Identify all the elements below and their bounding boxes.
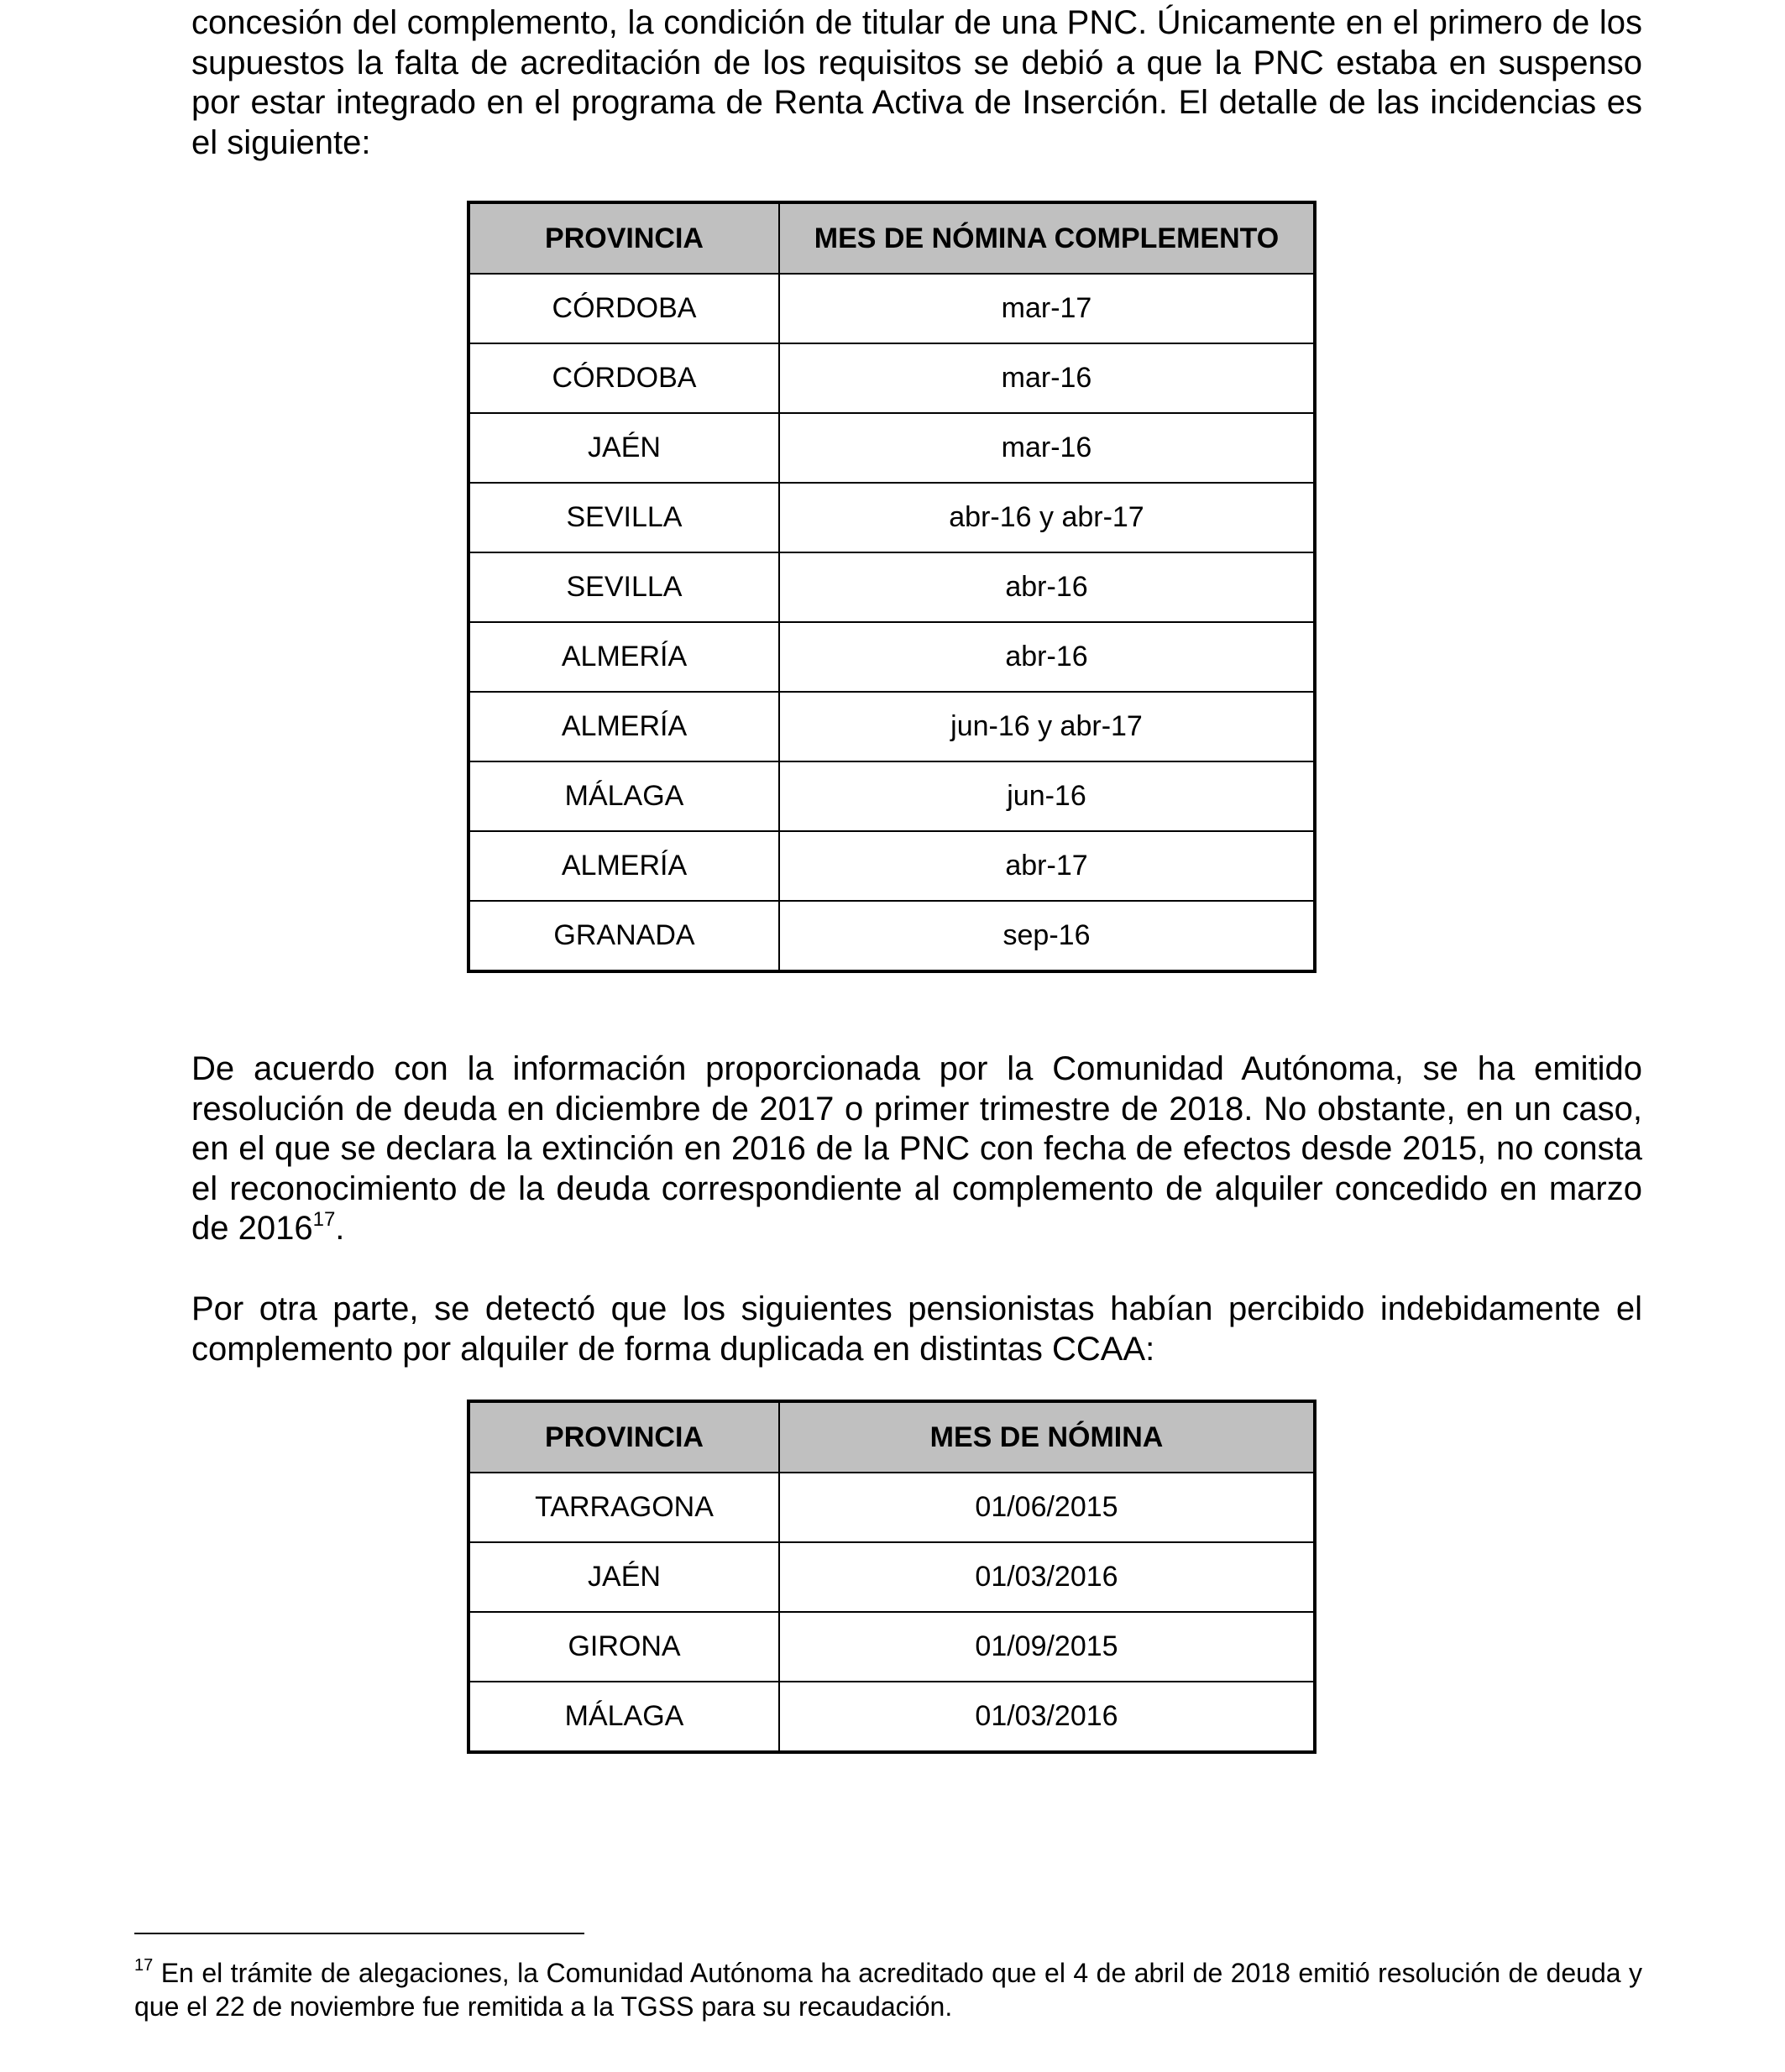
table-duplicados xyxy=(467,1400,1317,1754)
cell-provincia: JAÉN xyxy=(468,413,779,483)
cell-mes: mar-16 xyxy=(779,413,1315,483)
cell-provincia: MÁLAGA xyxy=(468,761,779,831)
table-row xyxy=(468,274,1315,343)
table-header-row xyxy=(468,202,1315,274)
cell-mes: abr-16 xyxy=(779,552,1315,622)
table-row xyxy=(468,692,1315,761)
cell-provincia: TARRAGONA xyxy=(468,1473,779,1542)
cell-provincia: GIRONA xyxy=(468,1612,779,1682)
paragraph-duplicados-intro: Por otra parte, se detectó que los siguientes pensionistas habían percibido indebidamente el complemento por alquiler de forma duplicada en distintas CCAA: xyxy=(191,1290,1642,1368)
column-header-mes-nomina-complemento: MES DE NÓMINA COMPLEMENTO xyxy=(779,202,1315,274)
paragraph-resolucion-deuda xyxy=(191,1049,1642,1249)
cell-provincia: SEVILLA xyxy=(468,552,779,622)
cell-mes: abr-16 xyxy=(779,622,1315,692)
table-row xyxy=(468,831,1315,901)
cell-mes: mar-16 xyxy=(779,343,1315,413)
cell-provincia: ALMERÍA xyxy=(468,622,779,692)
cell-provincia: MÁLAGA xyxy=(468,1682,779,1752)
column-header-provincia: PROVINCIA xyxy=(468,202,779,274)
paragraph-incidencias-intro: concesión del complemento, la condición de titular de una PNC. Únicamente en el primero de los supuestos la falta de acreditación de los requisitos se debió a que la PNC estaba en suspenso por estar integrado en el programa de Renta Activa de Inserción. El detalle de las incidencias es el siguiente: xyxy=(191,4,1642,161)
footnote-number: 17 xyxy=(134,1956,154,1975)
footnote-ref-17[interactable]: 17 xyxy=(312,1208,336,1231)
footnote-text: En el trámite de alegaciones, la Comunidad Autónoma ha acreditado que el 4 de abril de 2018 emitió resolución de deuda y que el 22 de noviembre fue remitida a la TGSS para su recaudación. xyxy=(134,1958,1642,2022)
table-row xyxy=(468,622,1315,692)
footnote xyxy=(134,1956,1642,2023)
cell-provincia: SEVILLA xyxy=(468,483,779,552)
cell-mes: mar-17 xyxy=(779,274,1315,343)
table-row xyxy=(468,413,1315,483)
table-row xyxy=(468,483,1315,552)
cell-mes: abr-16 y abr-17 xyxy=(779,483,1315,552)
cell-provincia: ALMERÍA xyxy=(468,692,779,761)
cell-mes: 01/03/2016 xyxy=(779,1682,1315,1752)
table-row xyxy=(468,901,1315,971)
cell-mes: 01/09/2015 xyxy=(779,1612,1315,1682)
footnote-separator xyxy=(134,1933,584,1934)
table-row xyxy=(468,552,1315,622)
cell-provincia: CÓRDOBA xyxy=(468,343,779,413)
table-row xyxy=(468,1682,1315,1752)
table-row xyxy=(468,761,1315,831)
table-row xyxy=(468,343,1315,413)
cell-provincia: ALMERÍA xyxy=(468,831,779,901)
cell-mes: abr-17 xyxy=(779,831,1315,901)
table-incidencias xyxy=(467,201,1317,973)
table-header-row xyxy=(468,1401,1315,1473)
cell-mes: jun-16 y abr-17 xyxy=(779,692,1315,761)
cell-mes: 01/03/2016 xyxy=(779,1542,1315,1612)
paragraph-resolucion-deuda-text: De acuerdo con la información proporcionada por la Comunidad Autónoma, se ha emitido resolución de deuda en diciembre de 2017 o primer trimestre de 2018. No obstante, en un caso, en el que se declara la extinción en 2016 de la PNC con fecha de efectos desde 2015, no consta el reconocimiento de la deuda correspondiente al complemento de alquiler concedido en marzo de 2016 xyxy=(191,1050,1642,1247)
cell-mes: jun-16 xyxy=(779,761,1315,831)
cell-provincia: GRANADA xyxy=(468,901,779,971)
table-row xyxy=(468,1612,1315,1682)
column-header-mes-nomina: MES DE NÓMINA xyxy=(779,1401,1315,1473)
cell-mes: 01/06/2015 xyxy=(779,1473,1315,1542)
table-row xyxy=(468,1542,1315,1612)
cell-mes: sep-16 xyxy=(779,901,1315,971)
cell-provincia: CÓRDOBA xyxy=(468,274,779,343)
column-header-provincia: PROVINCIA xyxy=(468,1401,779,1473)
paragraph-end-period: . xyxy=(335,1210,345,1247)
table-row xyxy=(468,1473,1315,1542)
cell-provincia: JAÉN xyxy=(468,1542,779,1612)
